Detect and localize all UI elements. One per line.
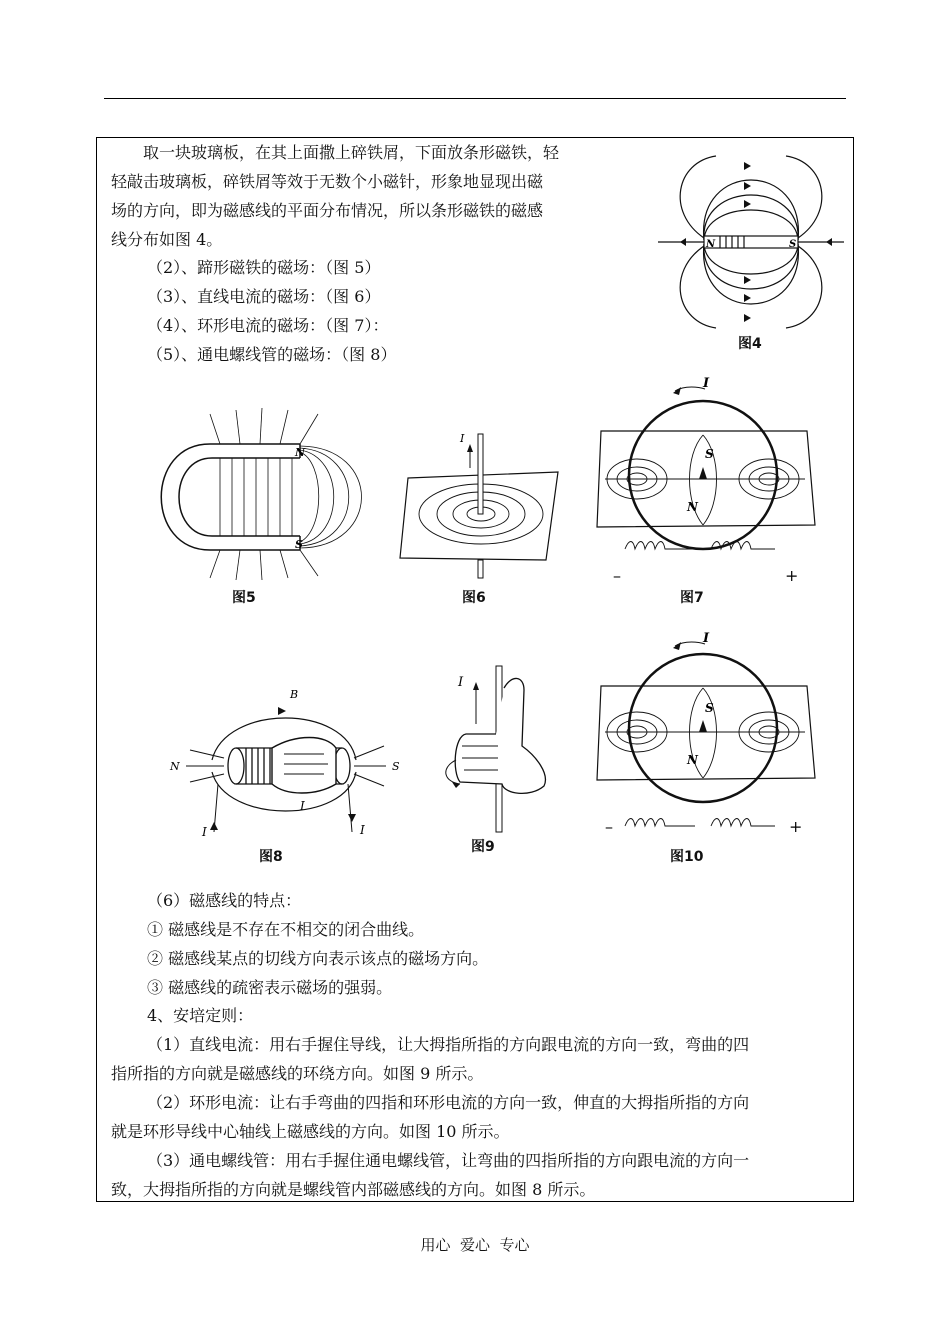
fig6-i-label: I — [460, 432, 465, 445]
fig8-s-label: S — [392, 760, 400, 773]
fig8-i-label-right: I — [360, 823, 365, 837]
figure-4-bar-magnet — [656, 152, 846, 332]
fig8-b-label: B — [290, 688, 299, 701]
fig4-n-label: N — [706, 239, 716, 250]
figure-9-caption: 图9 — [471, 839, 495, 855]
figure-9-right-hand-wire — [440, 664, 560, 834]
fig8-i-label-center: I — [300, 799, 305, 813]
feature-item-3: ③ 磁感线的疏密表示磁场的强弱。 — [147, 978, 393, 997]
fig5-s-label: S — [295, 538, 303, 551]
intro-line-2: 轻敲击玻璃板，碎铁屑等效于无数个小磁针，形象地显现出磁 — [111, 172, 544, 191]
fig9-i-label: I — [458, 675, 464, 690]
fig7-plus: + — [785, 566, 799, 585]
fig10-s-label: S — [705, 701, 714, 715]
features-heading: （6）磁感线的特点： — [147, 891, 302, 910]
list-item-3: （3）、直线电流的磁场：（图 6） — [147, 287, 381, 306]
fig8-i-label-left: I — [202, 825, 207, 839]
fig10-n-label: N — [687, 753, 698, 767]
fig10-minus: – — [605, 817, 613, 836]
fig7-s-label: S — [705, 447, 714, 461]
fig5-n-label: N — [295, 446, 306, 459]
rule-line-3: （2）环形电流：让右手弯曲的四指和环形电流的方向一致，伸直的大拇指所指的方向 — [147, 1093, 750, 1112]
fig7-i-label: I — [703, 376, 710, 391]
figure-4-caption: 图4 — [738, 336, 762, 352]
header-rule — [104, 98, 846, 99]
fig8-n-label: N — [170, 760, 180, 773]
list-item-4: （4）、环形电流的磁场：（图 7）： — [147, 316, 389, 335]
figure-7-caption: 图7 — [680, 590, 704, 606]
page-footer: 用心 爱心 专心 — [420, 1236, 530, 1254]
rule-line-4: 就是环形导线中心轴线上磁感线的方向。如图 10 所示。 — [111, 1122, 510, 1141]
figure-8-solenoid — [166, 684, 416, 844]
figure-7-loop-current — [595, 375, 820, 587]
fig4-s-label: S — [789, 239, 797, 250]
figure-6-caption: 图6 — [462, 590, 486, 606]
intro-line-1: 取一块玻璃板，在其上面撒上碎铁屑，下面放条形磁铁，轻 — [143, 143, 560, 162]
figure-6-straight-current — [396, 430, 566, 580]
feature-item-1: ① 磁感线是不存在不相交的闭合曲线。 — [147, 920, 425, 939]
figure-10-caption: 图10 — [670, 849, 704, 865]
feature-item-2: ② 磁感线某点的切线方向表示该点的磁场方向。 — [147, 949, 489, 968]
list-item-2: （2）、蹄形磁铁的磁场：（图 5） — [147, 258, 381, 277]
rule-line-6: 致，大拇指所指的方向就是螺线管内部磁感线的方向。如图 8 所示。 — [111, 1180, 596, 1199]
figure-5-caption: 图5 — [232, 590, 256, 606]
rule-line-5: （3）通电螺线管：用右手握住通电螺线管，让弯曲的四指所指的方向跟电流的方向一 — [147, 1151, 750, 1170]
figure-5-horseshoe-magnet — [150, 402, 390, 582]
fig7-n-label: N — [687, 500, 698, 514]
rule-heading: 4、安培定则： — [147, 1006, 254, 1025]
fig10-i-label: I — [703, 631, 710, 646]
rule-line-2: 指所指的方向就是磁感线的环绕方向。如图 9 所示。 — [111, 1064, 484, 1083]
intro-line-4: 线分布如图 4。 — [111, 230, 223, 249]
list-item-5: （5）、通电螺线管的磁场：（图 8） — [147, 345, 397, 364]
fig7-minus: – — [613, 566, 621, 585]
rule-line-1: （1）直线电流：用右手握住导线，让大拇指所指的方向跟电流的方向一致，弯曲的四 — [147, 1035, 750, 1054]
fig10-plus: + — [789, 817, 803, 836]
intro-line-3: 场的方向，即为磁感线的平面分布情况，所以条形磁铁的磁感 — [111, 201, 544, 220]
figure-10-loop-current — [595, 626, 820, 838]
figure-8-caption: 图8 — [259, 849, 283, 865]
